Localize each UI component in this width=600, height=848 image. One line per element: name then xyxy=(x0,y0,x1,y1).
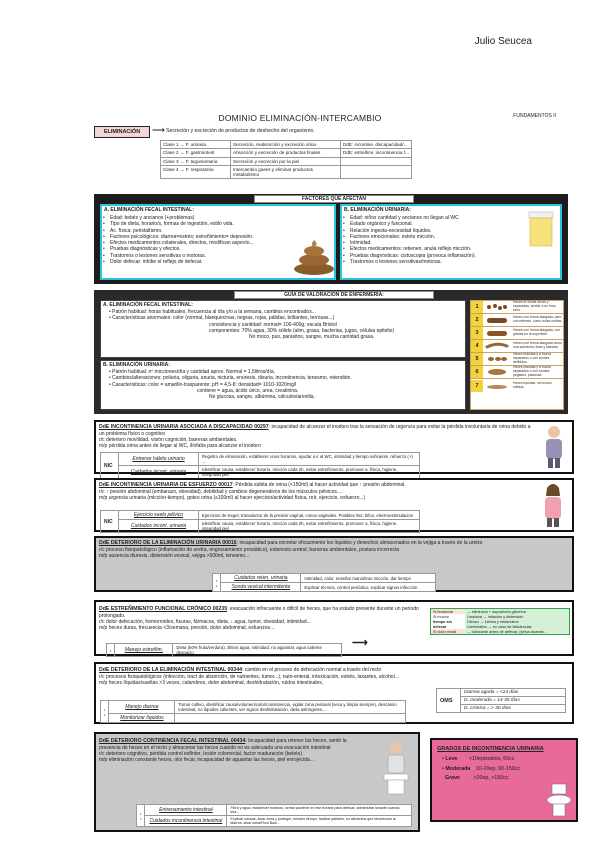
table-row: Clase 4 → F. respiratoria Intercambio gases y eliminar productos metabolismo xyxy=(161,165,412,179)
dx-text: DdE DETERIORO DE LA ELIMINACIÓN URINARIA 00016: incapacidad para excretar eficazmente los líquidos y desechos almacenados en la vejiga a través de la uretra r/c proceso fisiopatológico (inflamación de uretra, engrosamiento prostático), estenosis uretral, barreras ambientales, postura incorrecta m/p ausencia diuresis, distensión vesical, vejiga >500ml, tenesmo... xyxy=(99,540,483,559)
valoracion-urinaria xyxy=(100,360,466,410)
list-item: • Moderada 10-20ep, 60-150cc xyxy=(442,765,521,772)
list-item: contiene = agua, ácido úrico, urea, creatinina. xyxy=(197,387,299,394)
stool-type-7-icon xyxy=(485,382,509,390)
list-item: • Cambios/alteraciones: poliuria, oliguria, anuria, nicturia, enuresis, disuria, incontinencia, tenesmo, retendión. xyxy=(109,375,352,382)
bristol-row: 1 Heces en bolas duras y separadas, similar a un fruto seco. xyxy=(471,301,563,314)
stool-type-4-icon xyxy=(485,342,509,350)
dx-incontinencia-esfuerzo xyxy=(94,478,574,532)
dx-incontinencia-discapacidad xyxy=(94,420,574,477)
table-row: • Manejo estreñim. Dieta (50% fruta/verdura), 2litros agua, intimidad, no aguantar, agua caliente despacio xyxy=(107,644,342,657)
list-item: • Tipo de dieta, horario/s, formas de ingestión, estilo vida. xyxy=(110,221,334,227)
page-title: DOMINIO ELIMINACIÓN-INTERCAMBIO xyxy=(218,113,382,123)
factores-bar: FACTORES QUE AFECTAN xyxy=(254,195,414,203)
bristol-row: 6 Heces blandas y a trozos separados o con bordes pegados, pastosas. xyxy=(471,366,563,379)
laxantes-table xyxy=(430,608,570,635)
table-row: D. crónica = > 30 días xyxy=(437,705,566,713)
list-item: • Dolor defecar: inhibe el reflejo de defecar. xyxy=(110,259,334,265)
valoracion-fecal-title: A. ELIMINACIÓN FECAL INTESTINAL: xyxy=(103,302,193,308)
grados-incontinencia xyxy=(430,738,578,822)
arrow-right-icon: ⟶ xyxy=(152,125,165,135)
bristol-row: 2 Heces con forma alargada, pero con relieves, como bolas unidas. xyxy=(471,314,563,327)
factores-section xyxy=(94,194,568,284)
list-item: • Características: color = amarillo-trasparente; pH = 4,5-8; densidad= 1010-1020mg/l xyxy=(109,381,297,388)
list-item: • Patrón habitual: nº micciones/día y cantidad aprox. Normal = 1,5litros/día. xyxy=(109,369,276,375)
list-item: • Efectos medicamentos colaterales, directos, modifican aspecto... xyxy=(110,240,334,246)
stool-type-5-icon xyxy=(485,355,509,363)
author-name: Julio Seucea xyxy=(474,36,532,47)
factores-fecal-title: A. ELIMINACIÓN FECAL INTESTINAL: xyxy=(104,207,194,213)
dx-text: DdE DETERIORO CONTINENCIA FECAL INTESTINAL 00434: Incapacidad para retener las heces, sentir la presencia de heces en el recto y almacenar las heces cuando no es adecuada una evacuación intestinal r/c deterioro cognitivo, pérdida control esfínter, lesión colorrectal, factor maduración (bebés) m/p eliminación constante heces, olor fecal, incapacidad de aguantar las heces, piel enrojecida... xyxy=(99,738,347,763)
list-item: • Pruebas diagnósticas: cistoscopia (provoca inflamación). xyxy=(350,253,560,259)
list-item: • Estado orgánico y funcional. xyxy=(350,221,560,227)
dx-text: DdE INCONTINENCIA URINARIA DE ESFUERZO 00017: Pérdida súbita de orina (<150ml) al hacer actividad que ↑ presión abdominal. r/c ↑ presión abdominal (embarazo, obesidad), debilidad y cambios degenerativos de los músculos pélvicos.... m/p urgencia urinaria (micción-tiempo), goteo orina (≤100ml) al hacer ejercicio/actividad física, reír, ejercicio, esfuerzo...) xyxy=(99,482,406,501)
stool-type-3-icon xyxy=(485,329,509,337)
valoracion-urinaria-title: B. ELIMINACIÓN URINARIA: xyxy=(103,362,170,368)
table-row: NIC Ejercicio suelo pélvico Ejercicios de Kegel, transductor de la presión vaginal, conos vaginales. Posibles itss: bifos, electroestimulación xyxy=(101,511,420,520)
eliminacion-definition: Secreción y excreción de productos de deshecho del organismo. xyxy=(166,128,315,134)
list-item: No glucosa, sangre, albúmina, cálculos/arenilla. xyxy=(209,394,315,400)
bristol-row: 7 Heces líquidas, sin trozos sólidos. xyxy=(471,379,563,392)
table-row: • • Cuidados reten. urinaria Intimidad, calor, enseñar maniobras micción, dar tiempo xyxy=(213,574,436,583)
dx-deterioro-intestinal xyxy=(94,662,574,724)
nic-table xyxy=(136,804,412,827)
list-item: • Trastornos o lesiones sensitivas/motoras. xyxy=(350,259,560,265)
factores-urinaria-title: B. ELIMINACIÓN URINARIA: xyxy=(344,207,411,213)
stool-type-6-icon xyxy=(485,368,509,376)
valoracion-fecal xyxy=(100,300,466,358)
nic-table xyxy=(100,700,406,723)
list-item: • Edad: niños cantidad y ancianos no llegan al WC xyxy=(350,215,560,221)
list-item: • Factores psicológicos: diarrea=estrés; estreñimiento= depresión. xyxy=(110,234,334,240)
valoracion-bar: GUÍA DE VALORACIÓN DE ENFERMERÍA: xyxy=(234,291,434,299)
woman-icon xyxy=(536,482,570,528)
nic-table xyxy=(212,573,436,592)
list-item: No moco, pus, parásitos, sangre, mucha cantidad grasa. xyxy=(249,334,375,340)
valoracion-urinaria-text xyxy=(101,369,465,400)
list-item: • Leve <10episodios, 60cc xyxy=(442,756,515,762)
list-item: • Edad: bebés y ancianos (+problemas) xyxy=(110,215,334,221)
list-item: • Patrón habitual: horas habituales, frecuencia al día y/o a la semana, cambios encontrados... xyxy=(109,309,316,315)
table-row: Clase 2 → F. gastrointest Absorción y excreción de productos finales DdE: estreñimi. incontinencia f... xyxy=(161,149,412,157)
list-item: • Pruebas diagnósticas y efectos. xyxy=(110,246,334,252)
bristol-row: 5 Heces blandas y a trozos separados o con bordes definidos. xyxy=(471,353,563,366)
table-row: Monitorizar líquidos xyxy=(101,714,406,723)
table-row: Si fecaloma → eliminarlo + supositorio glicerina xyxy=(431,609,570,615)
list-item: • Características anormales: color (normal, blanquecinas, negras, rojas, pálidas, brillantes, terrosas...) xyxy=(109,315,335,322)
list-item: • Relación ingesta-necesidad líquidos. xyxy=(350,228,560,234)
nic-table xyxy=(100,510,420,533)
table-row: NIC Entrenar hábito urinario Registro de eliminación, establecer unos horarios, ayudar a ir al WC, intimidad y tiempo suficiente, refuerzo (+) ... xyxy=(101,453,420,466)
list-item: • Factores emocionales: estrés micción. xyxy=(350,234,560,240)
stool-type-1-icon xyxy=(485,303,509,311)
valoracion-fecal-text xyxy=(101,309,465,340)
eliminacion-badge: ELIMINACIÓN xyxy=(94,126,150,138)
table-row: Si dolor rectal → lubricante antes de defecar, (selva aloenito... xyxy=(431,629,570,635)
dx-deterioro-urinaria xyxy=(94,536,574,592)
urine-jar-icon xyxy=(526,210,556,248)
table-row: Clase 3 → F. tegumentaria Secreción y excreción por la piel xyxy=(161,157,412,165)
dx-text: DdE ESTREÑIMIENTO FUNCIONAL CRÓNICO 00235: evacuación infrecuente o difícil de heces, que ha estado presente durante un período prolongado. r/c dolor defecación, hemorroides, fisuras, fármacos, dieta, ↓ agua, tumor, obesidad, intimidad... m/p heces duras, frecuencia <3/semana, presión, dolor abdominal, esfuerzos... xyxy=(99,606,419,631)
table-row: • • Manejo diarrea Tomar cultivo, identificar causa/volumen/color/consistencia, vigilar zona perianal (seca y limpia siempre), descanso intestinal, no líquidos calientes, ver signos deshidratación, dieta astringente,... xyxy=(101,701,406,714)
elderly-person-icon xyxy=(538,424,570,470)
dx-continencia-fecal xyxy=(94,732,420,832)
factores-urinaria xyxy=(340,204,562,280)
stool-type-2-icon xyxy=(485,316,509,324)
list-item: componentes: 70% agua, 30% sólido (alim, grasa, bacterias, jugos, células epitelio) xyxy=(209,327,395,334)
dx-text: DdE INCONTINENCIA URINARIA ASOCIADA A DISCAPACIDAD 00297: incapacidad de alcanzar el inodoro tras la sensación de urgencia para evitar la pérdida involuntaria de orina debido a un problema físico o cognitivo r/c deterioro movilidad, visión cognición, barreras ambientales. m/p pérdida orina antes de llegar al WC, il/ofalta para alcanzar el inodoro xyxy=(99,424,531,449)
nic-table xyxy=(100,452,420,479)
classes-table xyxy=(160,140,412,179)
subject-label: FUNDAMENTOS II xyxy=(513,113,556,119)
table-row: Clase 1 → F. urinaria Secreción, reabsorción y excreción orina DdE: incontine. discapacidad/... xyxy=(161,141,412,149)
table-row: Cuidados incontinencia intestinal Explicar causas, lavar zona y proteger, tomarlo tiempo, facilitar pañales, no alimentos que favorezcan la diarrea, lavar zona/Fisol Basi... xyxy=(137,816,412,827)
table-row: Cuidados incont. urinaria Identificar causa, establecer horario, micción cada 2h, evitar estreñimiento, promover a. física, higiene, integridad piel xyxy=(101,466,420,479)
table-row: Cuidados incont. urinaria Identificar causa, establecer horario, micción cada 2h, evitar estreñimiento, promover a. física, higiene, integridad piel xyxy=(101,520,420,533)
list-item: consistencia y cantidad: normal= 100-400g; escala Bristol xyxy=(209,321,337,328)
dx-estrenimiento xyxy=(94,600,574,656)
valoracion-section xyxy=(94,290,568,414)
table-row: • • Entrenamiento intestinal Fibra y agua, establecer horarios, sentar paciente en ese horario para defecar, administrar laxante cuando sea... xyxy=(137,805,412,816)
table-row: defecar Carminativo → en caso de flatulencias xyxy=(431,624,570,629)
table-row: Sonda vesical intermitente Explicar técnica, control periódico, explicar signos infección xyxy=(213,583,436,592)
factores-fecal xyxy=(100,204,336,280)
list-item: • Ac. física: peristaltismo. xyxy=(110,228,334,234)
arrow-right-icon: ⟶ xyxy=(352,637,368,649)
table-row: tiempo sin Oleoso → lubrica y reblandece xyxy=(431,619,570,624)
nic-table xyxy=(106,643,342,657)
table-row: OMS Diarrea aguda = <14 días xyxy=(437,689,566,697)
list-item: • Trastornos o lesiones sensitivas o motoras. xyxy=(110,253,334,259)
toilet-icon xyxy=(544,780,574,820)
bristol-row: 3 Heces con forma alargada, con grietas en la superficie. xyxy=(471,327,563,340)
toilet-person-icon xyxy=(376,740,416,800)
stool-illustration-icon xyxy=(292,236,336,276)
bristol-row: 4 Heces con forma alargada como una salchicha, lisas y blandas. xyxy=(471,340,563,353)
table-row: Si mucho Limpieza → irritación y distensión xyxy=(431,614,570,619)
table-row: D. moderada = 14-30 días xyxy=(437,697,566,705)
dx-text: DdE DETERIORO DE LA ELIMINACIÓN INTESTINAL 00344: cambio en el proceso de defecación normal a través del recto r/c procesos fisiopatológicos (infección, tract de absorción, de nutrientes, tumor...), nutri-enteral, intoxicación, estrés, laxantes, alcohol... m/p heces líquidas/sueltas >3 veces, calambres, dolor abdominal, deshidratación, ruidos intestinales, xyxy=(99,667,399,686)
list-item: Grave >20ep, >150cc xyxy=(444,775,509,782)
list-item: • Intimidad. xyxy=(350,240,560,246)
oms-table xyxy=(436,688,566,713)
bristol-scale xyxy=(470,300,564,410)
grados-title: GRADOS DE INCONTINENCIA URINARIA xyxy=(437,746,544,752)
list-item: • Efectos medicamentos: retienen, anula reflejo micción. xyxy=(350,246,560,252)
